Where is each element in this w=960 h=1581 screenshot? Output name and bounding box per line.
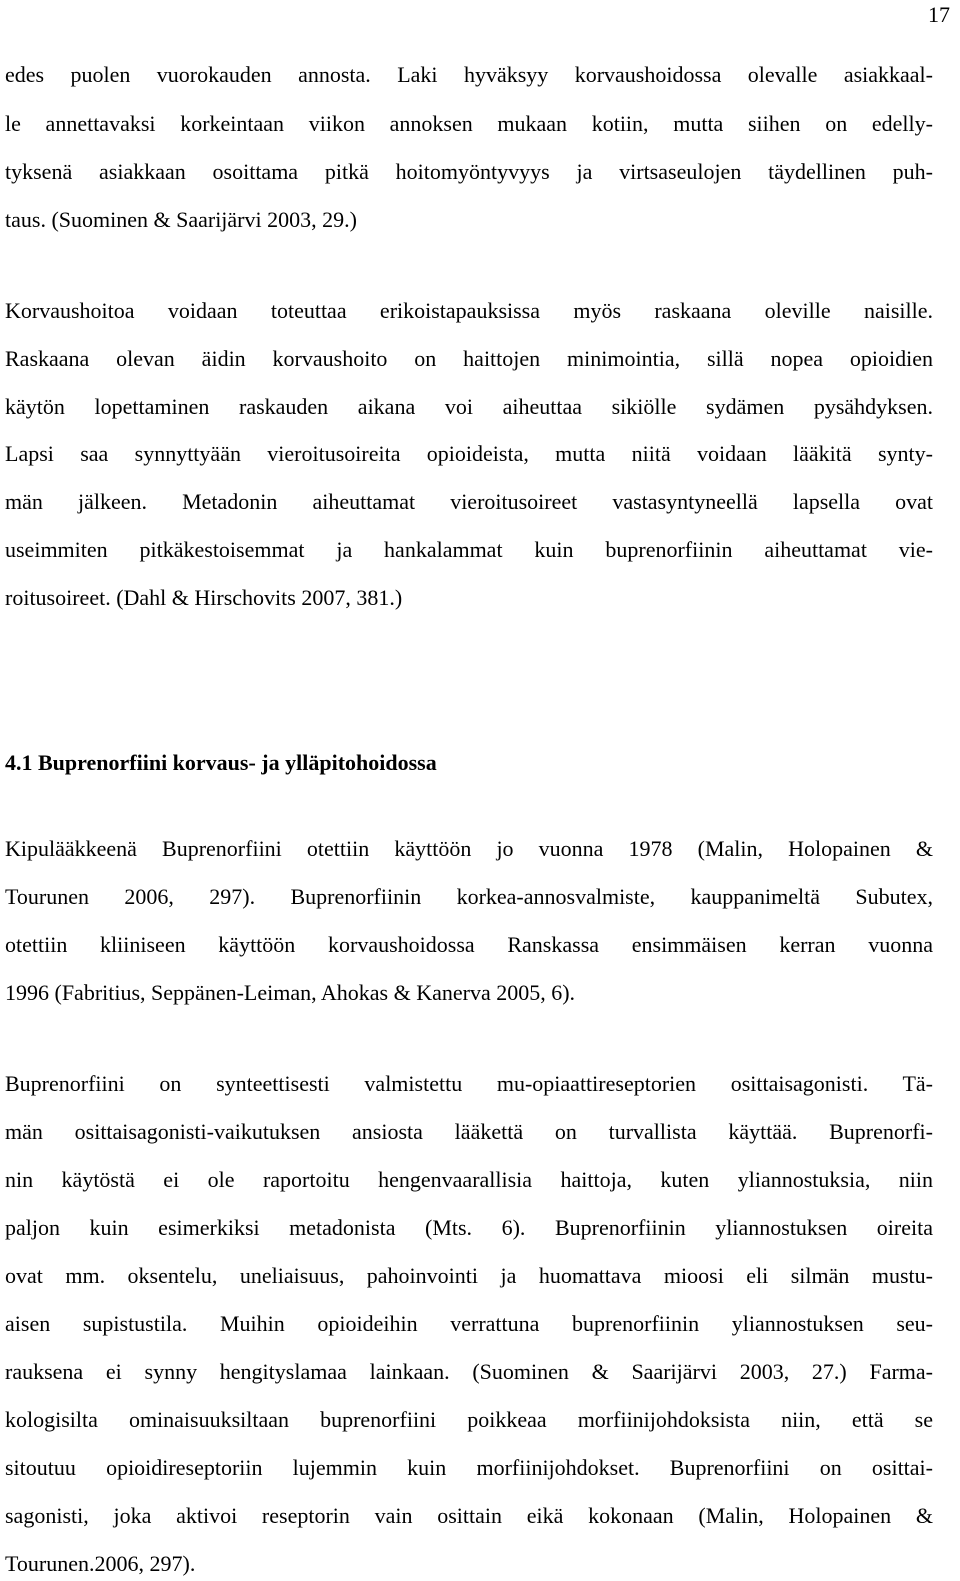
text-line: useimmiten pitkäkestoisemmat ja hankalammat kuin buprenorfiinin aiheuttamat vie- <box>5 537 933 562</box>
section-heading: 4.1 Buprenorfiini korvaus- ja ylläpitohoidossa <box>5 750 437 775</box>
text-line: Tourunen 2006, 297). Buprenorfiinin korkea-annosvalmiste, kauppanimeltä Subutex, <box>5 884 933 909</box>
text-line: kologisilta ominaisuuksiltaan buprenorfiini poikkeaa morfiinijohdoksista niin, että se <box>5 1407 933 1432</box>
text-line: Kipulääkkeenä Buprenorfiini otettiin käyttöön jo vuonna 1978 (Malin, Holopainen & <box>5 836 933 861</box>
text-line: edes puolen vuorokauden annosta. Laki hyväksyy korvaushoidossa olevalle asiakkaal- <box>5 62 933 87</box>
text-line: otettiin kliiniseen käyttöön korvaushoidossa Ranskassa ensimmäisen kerran vuonna <box>5 932 933 957</box>
text-line: paljon kuin esimerkiksi metadonista (Mts. 6). Buprenorfiinin yliannostuksen oireita <box>5 1215 933 1240</box>
text-line: män osittaisagonisti-vaikutuksen ansiosta lääkettä on turvallista käyttää. Buprenorfi- <box>5 1119 933 1144</box>
text-line: tyksenä asiakkaan osoittama pitkä hoitomyöntyvyys ja virtsaseulojen täydellinen puh- <box>5 159 933 184</box>
text-line: käytön lopettaminen raskauden aikana voi aiheuttaa sikiölle sydämen pysähdyksen. <box>5 394 933 419</box>
text-line: taus. (Suominen & Saarijärvi 2003, 29.) <box>5 207 357 232</box>
text-line: rauksena ei synny hengityslamaa lainkaan. (Suominen & Saarijärvi 2003, 27.) Farma- <box>5 1359 933 1384</box>
text-line: sitoutuu opioidireseptoriin lujemmin kuin morfiinijohdokset. Buprenorfiini on osittai- <box>5 1455 933 1480</box>
text-line: Korvaushoitoa voidaan toteuttaa erikoistapauksissa myös raskaana oleville naisille. <box>5 298 933 323</box>
text-line: nin käytöstä ei ole raportoitu hengenvaarallisia haittoja, kuten yliannostuksia, niin <box>5 1167 933 1192</box>
text-line: le annettavaksi korkeintaan viikon annoksen mukaan kotiin, mutta siihen on edelly- <box>5 111 933 136</box>
text-line: män jälkeen. Metadonin aiheuttamat vieroitusoireet vastasyntyneellä lapsella ovat <box>5 489 933 514</box>
text-line: Lapsi saa synnyttyään vieroitusoireita opioideista, mutta niitä voidaan lääkitä synty- <box>5 441 933 466</box>
text-line: Buprenorfiini on synteettisesti valmistettu mu-opiaattireseptorien osittaisagonisti. Tä- <box>5 1071 933 1096</box>
page-number: 17 <box>928 2 950 27</box>
text-line: Tourunen.2006, 297). <box>5 1551 196 1576</box>
text-line: Raskaana olevan äidin korvaushoito on haittojen minimointia, sillä nopea opioidien <box>5 346 933 371</box>
text-line: 1996 (Fabritius, Seppänen-Leiman, Ahokas & Kanerva 2005, 6). <box>5 980 576 1005</box>
text-line: ovat mm. oksentelu, uneliaisuus, pahoinvointi ja huomattava mioosi eli silmän mustu- <box>5 1263 933 1288</box>
text-line: aisen supistustila. Muihin opioideihin verrattuna buprenorfiinin yliannostuksen seu- <box>5 1311 933 1336</box>
text-line: roitusoireet. (Dahl & Hirschovits 2007, 381.) <box>5 585 403 610</box>
text-line: sagonisti, joka aktivoi reseptorin vain osittain eikä kokonaan (Malin, Holopainen & <box>5 1503 933 1528</box>
